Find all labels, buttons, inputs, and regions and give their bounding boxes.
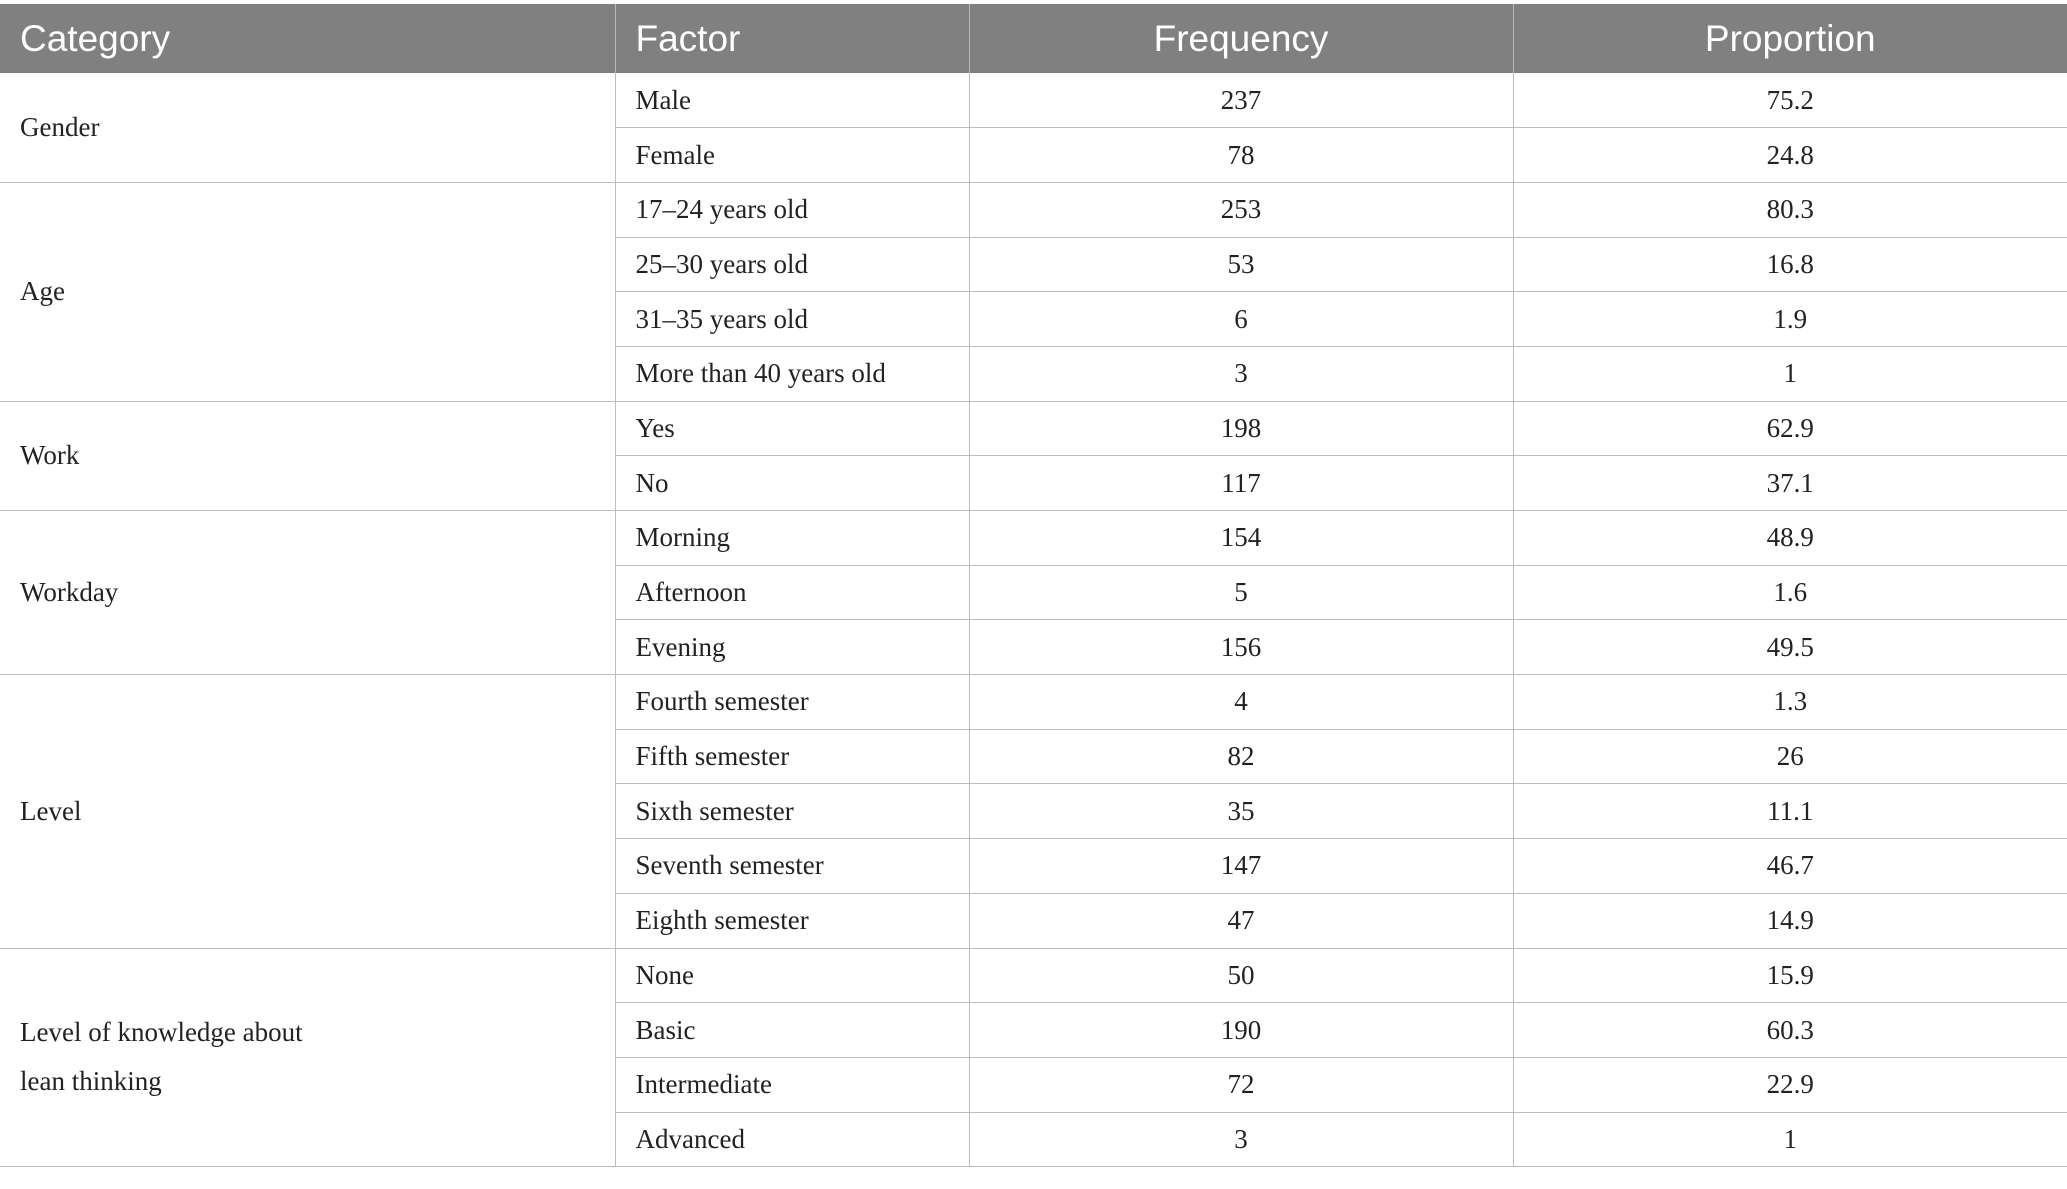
category-cell: Workday: [0, 511, 615, 675]
factor-cell: Morning: [615, 511, 969, 566]
frequency-cell: 53: [969, 237, 1513, 292]
frequency-cell: 6: [969, 292, 1513, 347]
frequency-cell: 198: [969, 401, 1513, 456]
proportion-cell: 75.2: [1513, 73, 2067, 128]
factor-cell: Eighth semester: [615, 893, 969, 948]
factor-cell: Male: [615, 73, 969, 128]
table-header: [0, 4, 2067, 73]
frequency-cell: 3: [969, 346, 1513, 401]
frequency-cell: 117: [969, 456, 1513, 511]
frequency-cell: 190: [969, 1003, 1513, 1058]
factor-cell: Sixth semester: [615, 784, 969, 839]
header-factor: Factor: [615, 4, 969, 73]
frequency-cell: 78: [969, 128, 1513, 183]
proportion-cell: 46.7: [1513, 839, 2067, 894]
factor-cell: More than 40 years old: [615, 346, 969, 401]
frequency-cell: 50: [969, 948, 1513, 1003]
proportion-cell: 80.3: [1513, 182, 2067, 237]
category-cell: Level: [0, 675, 615, 948]
proportion-cell: 60.3: [1513, 1003, 2067, 1058]
table-row: [0, 73, 2067, 128]
factor-cell: Intermediate: [615, 1057, 969, 1112]
frequency-cell: 237: [969, 73, 1513, 128]
proportion-cell: 1.3: [1513, 675, 2067, 730]
proportion-cell: 1: [1513, 1112, 2067, 1167]
factor-cell: 25–30 years old: [615, 237, 969, 292]
header-frequency: Frequency: [969, 4, 1513, 73]
category-line: Level of knowledge about: [20, 1017, 303, 1048]
table-body: [0, 73, 2067, 1167]
frequency-cell: 156: [969, 620, 1513, 675]
factor-cell: Yes: [615, 401, 969, 456]
proportion-cell: 15.9: [1513, 948, 2067, 1003]
frequency-cell: 72: [969, 1057, 1513, 1112]
factor-cell: Fourth semester: [615, 675, 969, 730]
proportion-cell: 24.8: [1513, 128, 2067, 183]
frequency-cell: 3: [969, 1112, 1513, 1167]
table-row: [0, 511, 2067, 566]
frequency-cell: 35: [969, 784, 1513, 839]
header-proportion: Proportion: [1513, 4, 2067, 73]
proportion-cell: 26: [1513, 729, 2067, 784]
category-cell: Gender: [0, 73, 615, 182]
demographics-table: [0, 4, 2067, 1167]
proportion-cell: 49.5: [1513, 620, 2067, 675]
factor-cell: Basic: [615, 1003, 969, 1058]
header-category: Category: [0, 4, 615, 73]
factor-cell: None: [615, 948, 969, 1003]
factor-cell: Fifth semester: [615, 729, 969, 784]
proportion-cell: 16.8: [1513, 237, 2067, 292]
factor-cell: Advanced: [615, 1112, 969, 1167]
factor-cell: No: [615, 456, 969, 511]
factor-cell: 17–24 years old: [615, 182, 969, 237]
frequency-cell: 253: [969, 182, 1513, 237]
factor-cell: 31–35 years old: [615, 292, 969, 347]
frequency-cell: 154: [969, 511, 1513, 566]
proportion-cell: 37.1: [1513, 456, 2067, 511]
factor-cell: Female: [615, 128, 969, 183]
proportion-cell: 1: [1513, 346, 2067, 401]
table-row: [0, 182, 2067, 237]
proportion-cell: 11.1: [1513, 784, 2067, 839]
frequency-cell: 4: [969, 675, 1513, 730]
category-line: lean thinking: [20, 1066, 162, 1097]
table-row: [0, 401, 2067, 456]
category-cell: Age: [0, 182, 615, 401]
proportion-cell: 62.9: [1513, 401, 2067, 456]
proportion-cell: 1.9: [1513, 292, 2067, 347]
factor-cell: Evening: [615, 620, 969, 675]
table-row: [0, 675, 2067, 730]
category-cell: Work: [0, 401, 615, 510]
frequency-cell: 47: [969, 893, 1513, 948]
table-row: [0, 948, 2067, 1003]
proportion-cell: 22.9: [1513, 1057, 2067, 1112]
proportion-cell: 48.9: [1513, 511, 2067, 566]
factor-cell: Afternoon: [615, 565, 969, 620]
factor-cell: Seventh semester: [615, 839, 969, 894]
frequency-cell: 147: [969, 839, 1513, 894]
proportion-cell: 1.6: [1513, 565, 2067, 620]
proportion-cell: 14.9: [1513, 893, 2067, 948]
frequency-cell: 5: [969, 565, 1513, 620]
category-cell: [0, 948, 615, 1167]
frequency-cell: 82: [969, 729, 1513, 784]
header-row: [0, 4, 2067, 73]
